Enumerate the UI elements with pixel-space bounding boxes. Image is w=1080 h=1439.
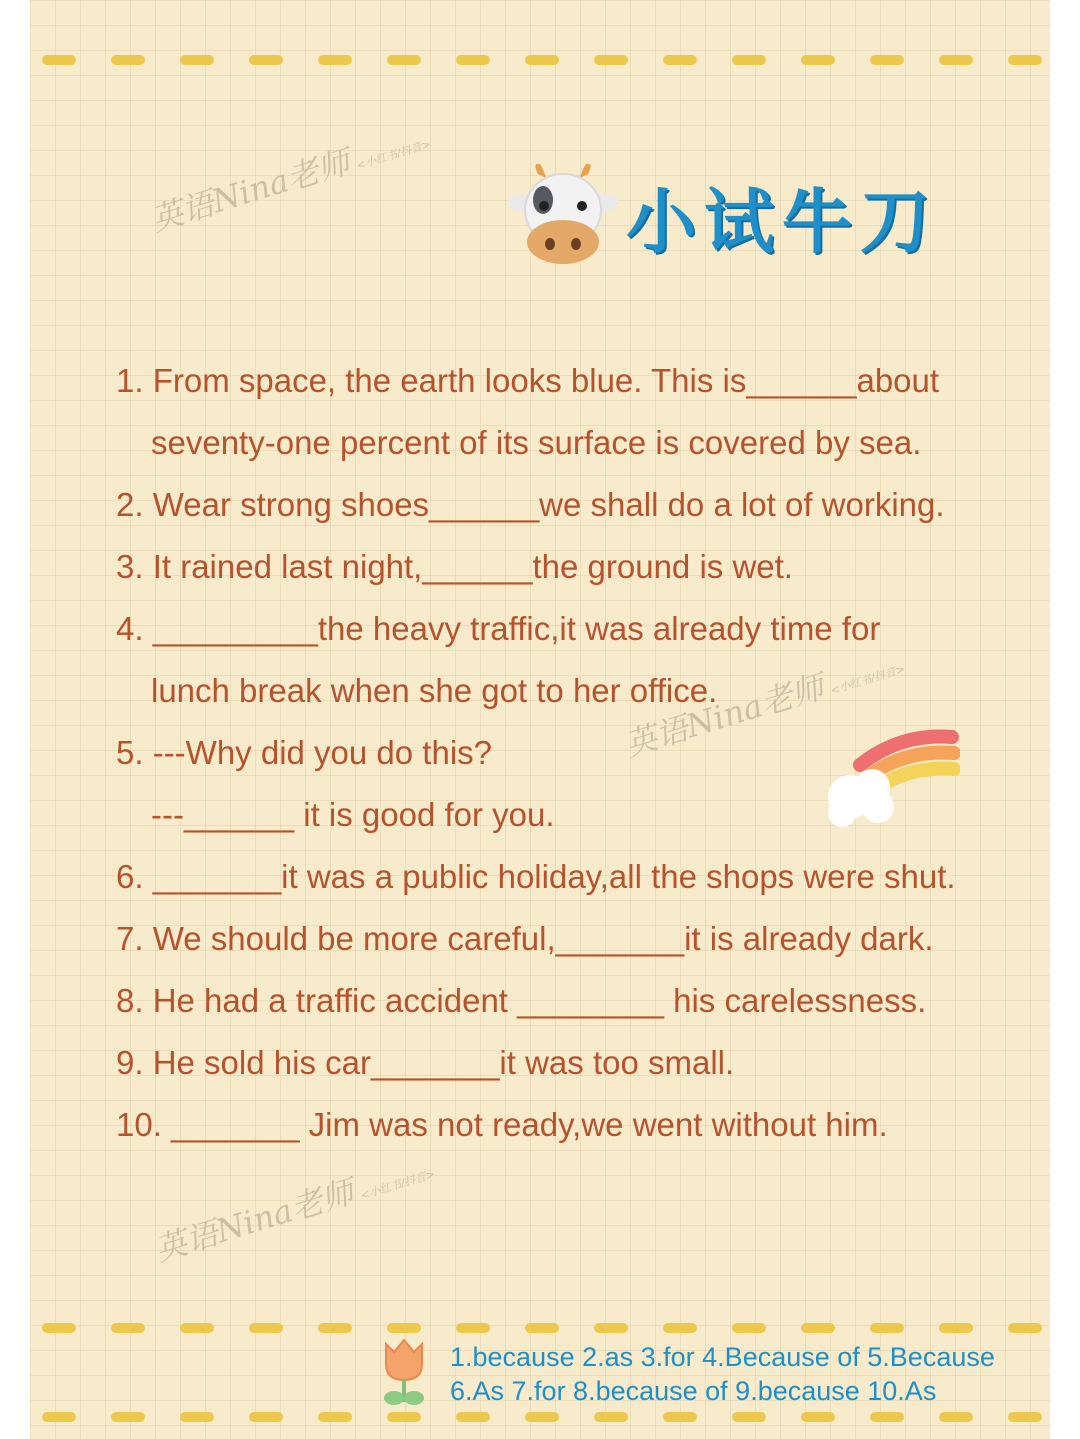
question-line: 7. We should be more careful,_______it is already dark. bbox=[116, 920, 934, 957]
question-line: 2. Wear strong shoes______we shall do a lot of working. bbox=[116, 486, 945, 523]
question-line: 4. _________the heavy traffic,it was already time for bbox=[116, 610, 881, 647]
tulip-icon bbox=[380, 1336, 428, 1411]
question-line: 5. ---Why did you do this? bbox=[116, 734, 492, 771]
question-line: ---______ it is good for you. bbox=[151, 796, 555, 833]
bottom-dashed-border bbox=[42, 1323, 1042, 1333]
question-line: seventy-one percent of its surface is covered by sea. bbox=[151, 424, 922, 461]
question-line: 8. He had a traffic accident ________ his carelessness. bbox=[116, 982, 927, 1019]
cow-icon bbox=[508, 160, 618, 270]
question-line: 9. He sold his car_______it was too small. bbox=[116, 1044, 735, 1081]
watermark: 英语Nina老师<小红书/抖音> bbox=[150, 1167, 437, 1270]
question-line: 1. From space, the earth looks blue. This is______about bbox=[116, 362, 940, 399]
worksheet-page bbox=[30, 0, 1050, 1439]
answer-key bbox=[450, 1340, 995, 1408]
page-title: 小试牛刀 bbox=[626, 181, 938, 263]
question-line: 6. _______it was a public holiday,all the shops were shut. bbox=[116, 858, 956, 895]
answer-line-2: 6.As 7.for 8.because of 9.because 10.As bbox=[450, 1376, 937, 1406]
question-line: 10. _______ Jim was not ready,we went without him. bbox=[116, 1106, 888, 1143]
title-block bbox=[508, 160, 1028, 280]
question-line: 3. It rained last night,______the ground is wet. bbox=[116, 548, 793, 585]
watermark: 英语Nina老师<小红书/抖音> bbox=[620, 662, 907, 765]
rainbow-icon bbox=[820, 725, 960, 830]
watermark: 英语Nina老师<小红书/抖音> bbox=[146, 137, 433, 240]
answer-line-1: 1.because 2.as 3.for 4.Because of 5.Because bbox=[450, 1342, 995, 1372]
question-line: lunch break when she got to her office. bbox=[151, 672, 718, 709]
top-dashed-border bbox=[42, 55, 1042, 65]
bottom-dashed-border-lower bbox=[42, 1412, 1042, 1422]
